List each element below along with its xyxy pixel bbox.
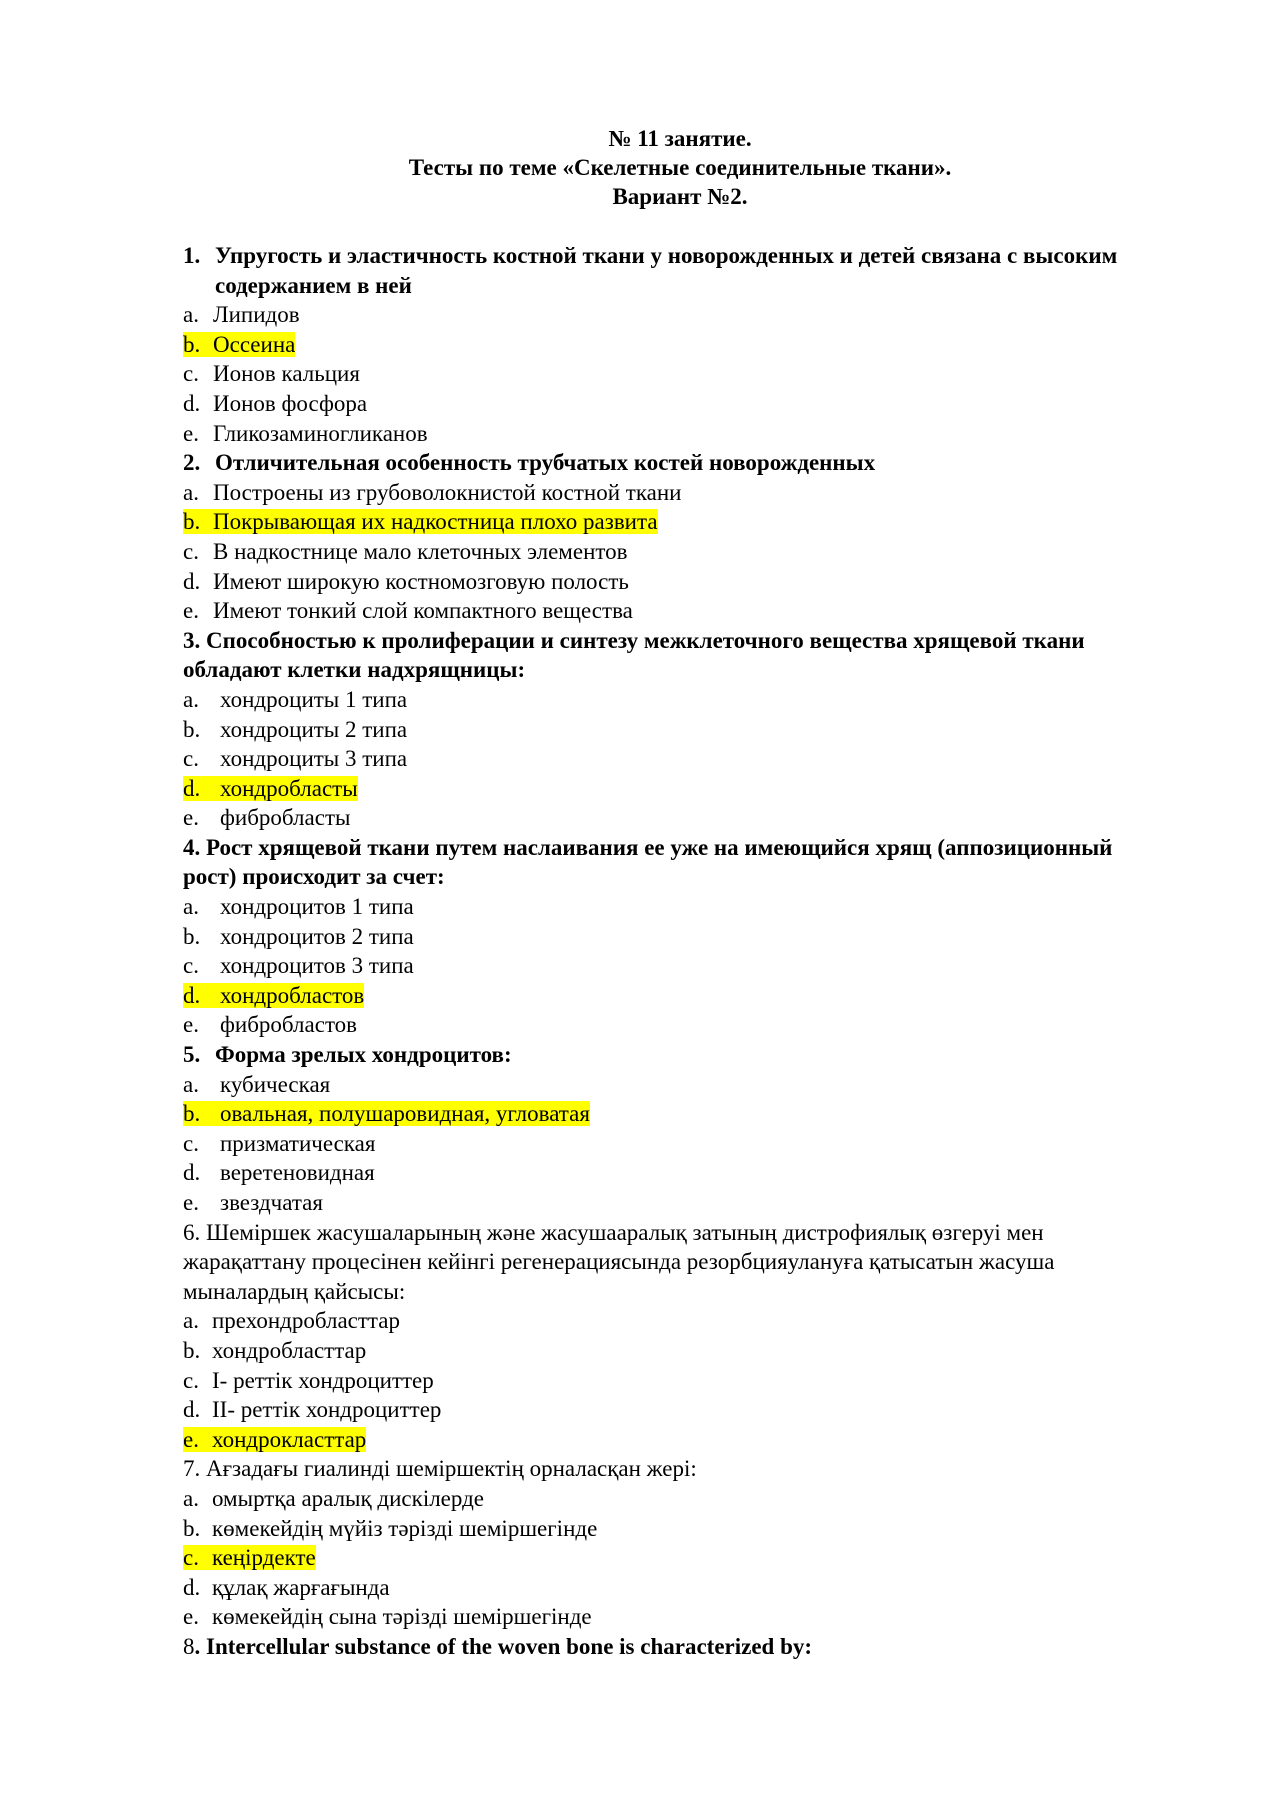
option-text: хондроциты 1 типа xyxy=(220,686,408,712)
option-letter: d. xyxy=(183,1397,201,1423)
question-text: . Intercellular substance of the woven bone is characterized by: xyxy=(194,1633,813,1659)
option-5d xyxy=(183,1158,1163,1188)
option-text: призматическая xyxy=(220,1130,376,1156)
option-6d xyxy=(183,1395,1163,1425)
option-6c xyxy=(183,1366,1163,1396)
option-text: хондробластов xyxy=(220,982,365,1008)
question-text: Форма зрелых хондроцитов: xyxy=(215,1042,512,1068)
option-2b-correct xyxy=(183,507,1163,537)
option-letter: c. xyxy=(183,953,199,979)
option-letter: d. xyxy=(183,568,201,594)
option-text: хондроцитов 1 типа xyxy=(220,894,414,920)
option-text: хондробласттар xyxy=(212,1337,367,1363)
option-text: омыртқа аралық дискілерде xyxy=(212,1485,485,1511)
option-letter: c. xyxy=(183,361,199,387)
questions-list xyxy=(183,241,1163,1662)
option-text: Ионов кальция xyxy=(213,361,360,387)
option-7d xyxy=(183,1573,1163,1603)
option-text: веретеновидная xyxy=(220,1160,375,1186)
option-text: I- реттік хондроциттер xyxy=(212,1367,434,1393)
option-1c xyxy=(183,359,1163,389)
option-3b xyxy=(183,715,1163,745)
option-letter: b. xyxy=(183,923,201,949)
option-5b-correct xyxy=(183,1099,1163,1129)
option-1d xyxy=(183,389,1163,419)
option-text: хондроцитов 2 типа xyxy=(220,923,414,949)
option-letter: c. xyxy=(183,538,199,564)
question-number: 3. xyxy=(183,627,201,653)
option-text: овальная, полушаровидная, угловатая xyxy=(220,1101,590,1127)
option-letter: a. xyxy=(183,686,199,712)
option-text: В надкостнице мало клеточных элементов xyxy=(213,538,628,564)
option-7e xyxy=(183,1602,1163,1632)
option-letter: b. xyxy=(183,331,201,357)
option-text: прехондробласттар xyxy=(212,1308,400,1334)
option-letter: e. xyxy=(183,598,199,624)
option-2e xyxy=(183,596,1163,626)
option-text: кеңірдекте xyxy=(212,1545,316,1571)
option-text: Имеют тонкий слой компактного вещества xyxy=(213,598,633,624)
option-letter: b. xyxy=(183,716,201,742)
option-letter: e. xyxy=(183,1426,199,1452)
option-letter: a. xyxy=(183,1485,199,1511)
option-letter: c. xyxy=(183,1130,199,1156)
option-letter: d. xyxy=(183,1574,201,1600)
option-2a xyxy=(183,478,1163,508)
option-text: Построены из грубоволокнистой костной ткани xyxy=(213,479,682,505)
option-4c xyxy=(183,951,1163,981)
option-letter: c. xyxy=(183,1545,199,1571)
option-letter: a. xyxy=(183,479,199,505)
question-number: 4. xyxy=(183,834,201,860)
variant-number: Вариант №2. xyxy=(612,184,748,209)
option-text: фибробластов xyxy=(220,1012,358,1038)
question-text: Шеміршек жасушаларының және жасушааралық затының дистрофиялық өзгеруі мен жарақаттану процесінен кейінгі регенерациясында резорбцияулануға қатысатын жасуша мыналардың қайсысы: xyxy=(183,1219,1055,1304)
option-letter: b. xyxy=(183,1101,201,1127)
option-text: хондроциты 2 типа xyxy=(220,716,408,742)
option-text: көмекейдің мүйіз тәрізді шеміршегінде xyxy=(212,1515,598,1541)
option-4b xyxy=(183,922,1163,952)
option-3a xyxy=(183,685,1163,715)
option-letter: e. xyxy=(183,1604,199,1630)
question-number: 8 xyxy=(183,1633,195,1659)
option-6e-correct xyxy=(183,1425,1163,1455)
option-letter: c. xyxy=(183,746,199,772)
option-1e xyxy=(183,419,1163,449)
option-4d-correct xyxy=(183,981,1163,1011)
question-number: 7. xyxy=(183,1456,201,1482)
option-text: Липидов xyxy=(213,302,300,328)
option-text: хондроциты 3 типа xyxy=(220,746,408,772)
option-letter: d. xyxy=(183,775,201,801)
option-letter: e. xyxy=(183,1190,199,1215)
option-5a xyxy=(183,1070,1163,1100)
option-letter: e. xyxy=(183,420,199,446)
document-header xyxy=(0,124,1280,211)
option-7b xyxy=(183,1514,1163,1544)
question-1 xyxy=(183,241,1163,300)
option-text: II- реттік хондроциттер xyxy=(212,1397,442,1423)
question-number: 5. xyxy=(183,1042,201,1068)
question-number: 6. xyxy=(183,1219,201,1245)
question-text: Отличительная особенность трубчатых костей новорожденных xyxy=(215,450,876,476)
option-3c xyxy=(183,744,1163,774)
option-text: Имеют широкую костномозговую полость xyxy=(213,568,629,594)
option-letter: b. xyxy=(183,509,201,535)
question-7 xyxy=(183,1454,1163,1484)
option-text: құлақ жарғағында xyxy=(212,1574,390,1600)
question-text: Упругость и эластичность костной ткани у новорожденных и детей связана с высоким содержанием в ней xyxy=(215,243,1118,298)
question-number: 1. xyxy=(183,243,201,268)
test-topic: Тесты по теме «Скелетные соединительные ткани». xyxy=(408,155,952,180)
option-2c xyxy=(183,537,1163,567)
option-letter: a. xyxy=(183,1071,199,1097)
question-5 xyxy=(183,1040,1163,1070)
option-letter: b. xyxy=(183,1515,201,1541)
option-3d-correct xyxy=(183,774,1163,804)
option-text: хондроцитов 3 типа xyxy=(220,953,414,979)
option-6a xyxy=(183,1306,1163,1336)
question-text: Способностью к пролиферации и синтезу межклеточного вещества хрящевой ткани обладают клетки надхрящницы: xyxy=(183,627,1085,683)
option-2d xyxy=(183,567,1163,597)
option-text: кубическая xyxy=(220,1071,331,1097)
question-8 xyxy=(183,1632,1163,1662)
option-letter: a. xyxy=(183,894,199,920)
question-6 xyxy=(183,1218,1163,1307)
option-letter: e. xyxy=(183,1012,199,1038)
question-4 xyxy=(183,833,1163,892)
question-text: Рост хрящевой ткани путем наслаивания ее уже на имеющийся хрящ (аппозиционный рост) происходит за счет: xyxy=(183,834,1113,890)
question-2 xyxy=(183,448,1163,478)
option-1b-correct xyxy=(183,330,1163,360)
lesson-number: № 11 занятие. xyxy=(608,126,752,151)
option-1a xyxy=(183,300,1163,330)
option-text: Оссеина xyxy=(213,331,296,357)
option-text: хондробласты xyxy=(220,775,358,801)
option-7c-correct xyxy=(183,1543,1163,1573)
option-letter: d. xyxy=(183,1160,201,1186)
option-6b xyxy=(183,1336,1163,1366)
option-text: звездчатая xyxy=(220,1190,323,1215)
option-letter: c. xyxy=(183,1367,199,1393)
option-letter: a. xyxy=(183,302,199,328)
option-3e xyxy=(183,803,1163,833)
option-letter: b. xyxy=(183,1337,201,1363)
option-letter: e. xyxy=(183,805,199,831)
option-4a xyxy=(183,892,1163,922)
option-4e xyxy=(183,1010,1163,1040)
option-7a xyxy=(183,1484,1163,1514)
option-text: хондрокласттар xyxy=(212,1426,367,1452)
option-text: Покрывающая их надкостница плохо развита xyxy=(213,509,658,535)
question-3 xyxy=(183,626,1163,685)
option-text: көмекейдің сына тәрізді шеміршегінде xyxy=(212,1604,592,1630)
option-letter: d. xyxy=(183,982,201,1008)
option-text: фибробласты xyxy=(220,805,351,831)
question-number: 2. xyxy=(183,450,201,476)
question-text: Ағзадағы гиалинді шеміршектің орналасқан жері: xyxy=(206,1456,697,1482)
option-letter: a. xyxy=(183,1308,199,1334)
option-5e xyxy=(183,1188,1163,1218)
option-text: Гликозаминогликанов xyxy=(213,420,428,446)
option-letter: d. xyxy=(183,390,201,416)
option-text: Ионов фосфора xyxy=(213,390,368,416)
option-5c xyxy=(183,1129,1163,1159)
